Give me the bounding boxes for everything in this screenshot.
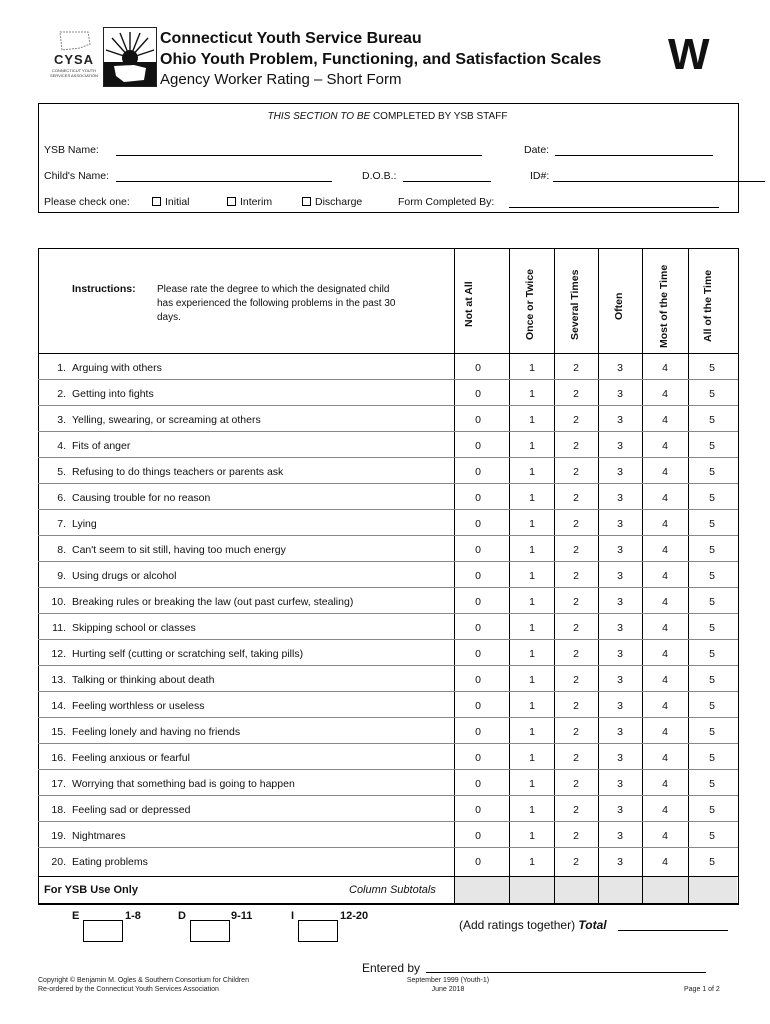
item-text: Lying xyxy=(72,518,97,530)
rating-option[interactable]: 3 xyxy=(617,492,623,504)
page-number: Page 1 of 2 xyxy=(684,986,720,993)
table-row xyxy=(44,596,353,608)
rating-option[interactable]: 5 xyxy=(709,700,715,712)
item-text: Fits of anger xyxy=(72,440,131,452)
discharge-checkbox[interactable]: Discharge xyxy=(302,196,362,208)
rating-option[interactable]: 2 xyxy=(573,856,579,868)
rating-option[interactable]: 4 xyxy=(662,388,668,400)
checkbox-icon xyxy=(227,197,236,206)
row-divider xyxy=(38,561,738,562)
rating-option[interactable]: 5 xyxy=(709,388,715,400)
column-divider xyxy=(554,248,555,903)
please-check-label: Please check one: xyxy=(44,196,130,208)
rating-option[interactable]: 2 xyxy=(573,596,579,608)
table-row xyxy=(44,674,214,686)
column-divider xyxy=(454,248,455,903)
subtotal-cell xyxy=(643,877,688,903)
rating-option[interactable]: 3 xyxy=(617,804,623,816)
rating-option[interactable]: 4 xyxy=(662,466,668,478)
rating-option[interactable]: 4 xyxy=(662,492,668,504)
table-row xyxy=(44,622,196,634)
rating-option[interactable]: 0 xyxy=(475,752,481,764)
date-field[interactable] xyxy=(555,155,713,156)
table-row xyxy=(44,804,191,816)
rating-option[interactable]: 0 xyxy=(475,778,481,790)
item-number: 1. xyxy=(57,362,66,374)
ohio-sun-logo xyxy=(103,27,157,87)
item-text: Feeling worthless or useless xyxy=(72,700,205,712)
rating-option[interactable]: 2 xyxy=(573,778,579,790)
col-often: Often xyxy=(613,292,625,320)
checkbox-icon xyxy=(152,197,161,206)
item-number: 10. xyxy=(51,596,66,608)
rating-option[interactable]: 1 xyxy=(529,388,535,400)
rating-option[interactable]: 2 xyxy=(573,830,579,842)
rating-option[interactable]: 4 xyxy=(662,596,668,608)
ysb-name-label: YSB Name: xyxy=(44,144,99,156)
item-text: Skipping school or classes xyxy=(72,622,196,634)
rating-option[interactable]: 4 xyxy=(662,362,668,374)
item-text: Feeling sad or depressed xyxy=(72,804,191,816)
rating-option[interactable]: 0 xyxy=(475,700,481,712)
column-divider xyxy=(642,248,643,903)
rating-option[interactable]: 3 xyxy=(617,440,623,452)
row-divider xyxy=(38,821,738,822)
checkbox-icon xyxy=(302,197,311,206)
rating-option[interactable]: 5 xyxy=(709,518,715,530)
column-divider xyxy=(598,248,599,903)
rating-option[interactable]: 5 xyxy=(709,570,715,582)
item-number: 2. xyxy=(57,388,66,400)
row-divider xyxy=(38,379,738,380)
rating-option[interactable]: 3 xyxy=(617,388,623,400)
rating-option[interactable]: 4 xyxy=(662,414,668,426)
total-field[interactable] xyxy=(618,930,728,931)
score-e-box[interactable] xyxy=(83,920,123,942)
form-letter: W xyxy=(668,30,710,79)
version-date: September 1999 (Youth-1) xyxy=(406,977,490,984)
rating-option[interactable]: 3 xyxy=(617,596,623,608)
rating-option[interactable]: 1 xyxy=(529,362,535,374)
item-number: 5. xyxy=(57,466,66,478)
rating-option[interactable]: 1 xyxy=(529,804,535,816)
rating-option[interactable]: 0 xyxy=(475,648,481,660)
item-number: 6. xyxy=(57,492,66,504)
item-text: Can't seem to sit still, having too much energy xyxy=(72,544,286,556)
staff-section-heading: THIS SECTION TO BE COMPLETED BY YSB STAFF xyxy=(267,111,508,122)
table-row xyxy=(44,362,162,374)
col-all-of-time: All of the Time xyxy=(702,269,714,342)
row-divider xyxy=(38,483,738,484)
rating-option[interactable]: 2 xyxy=(573,544,579,556)
item-number: 7. xyxy=(57,518,66,530)
reordered-text: Re-ordered by the Connecticut Youth Services Association xyxy=(38,986,219,993)
item-number: 16. xyxy=(51,752,66,764)
row-divider xyxy=(38,509,738,510)
subtotal-cell xyxy=(510,877,554,903)
rating-option[interactable]: 5 xyxy=(709,622,715,634)
rating-option[interactable]: 5 xyxy=(709,414,715,426)
rating-option[interactable]: 3 xyxy=(617,466,623,478)
table-row xyxy=(44,544,286,556)
item-number: 17. xyxy=(51,778,66,790)
rating-option[interactable]: 0 xyxy=(475,518,481,530)
instructions-label: Instructions: xyxy=(72,283,136,295)
rating-option[interactable]: 5 xyxy=(709,466,715,478)
rating-option[interactable]: 1 xyxy=(529,778,535,790)
rating-option[interactable]: 4 xyxy=(662,804,668,816)
item-text: Using drugs or alcohol xyxy=(72,570,177,582)
rating-option[interactable]: 2 xyxy=(573,570,579,582)
row-divider xyxy=(38,457,738,458)
rating-option[interactable]: 0 xyxy=(475,492,481,504)
rating-option[interactable]: 1 xyxy=(529,544,535,556)
rating-option[interactable]: 1 xyxy=(529,492,535,504)
rating-option[interactable]: 0 xyxy=(475,414,481,426)
rating-option[interactable]: 2 xyxy=(573,674,579,686)
row-divider xyxy=(38,639,738,640)
rating-option[interactable]: 1 xyxy=(529,466,535,478)
item-text: Nightmares xyxy=(72,830,126,842)
rating-option[interactable]: 5 xyxy=(709,674,715,686)
form-completed-field[interactable] xyxy=(509,207,719,208)
rating-option[interactable]: 1 xyxy=(529,700,535,712)
item-number: 13. xyxy=(51,674,66,686)
item-number: 11. xyxy=(52,622,66,634)
interim-checkbox[interactable]: Interim xyxy=(227,196,272,208)
score-i-letter: I xyxy=(291,910,295,922)
item-text: Breaking rules or breaking the law (out past curfew, stealing) xyxy=(72,596,354,608)
rating-option[interactable]: 5 xyxy=(709,544,715,556)
total-label: (Add ratings together) Total xyxy=(459,918,607,932)
subtotal-cell xyxy=(599,877,642,903)
col-once-or-twice: Once or Twice xyxy=(524,269,536,340)
childs-name-label: Child's Name: xyxy=(44,170,110,182)
item-text: Talking or thinking about death xyxy=(72,674,215,686)
rating-option[interactable]: 1 xyxy=(529,570,535,582)
table-row xyxy=(44,414,261,426)
rating-option[interactable]: 0 xyxy=(475,726,481,738)
rating-option[interactable]: 0 xyxy=(475,544,481,556)
logo-text: CYSA xyxy=(53,52,95,67)
table-row xyxy=(44,752,190,764)
subtotal-cell xyxy=(455,877,509,903)
item-text: Arguing with others xyxy=(72,362,162,374)
score-i-box[interactable] xyxy=(298,920,338,942)
form-completed-label: Form Completed By: xyxy=(398,196,495,208)
title-bureau: Connecticut Youth Service Bureau xyxy=(160,30,422,47)
id-label: ID#: xyxy=(530,170,550,182)
table-row xyxy=(44,830,126,842)
row-divider xyxy=(38,535,738,536)
rating-option[interactable]: 0 xyxy=(475,804,481,816)
table-row xyxy=(44,726,240,738)
rating-option[interactable]: 1 xyxy=(529,856,535,868)
item-text: Refusing to do things teachers or parents ask xyxy=(72,466,284,478)
rating-option[interactable]: 1 xyxy=(529,414,535,426)
rating-option[interactable]: 1 xyxy=(529,440,535,452)
item-number: 4. xyxy=(57,440,66,452)
copyright-text: Copyright © Benjamin M. Ogles & Southern Consortium for Children xyxy=(38,977,249,984)
table-row xyxy=(44,856,148,868)
item-number: 8. xyxy=(57,544,66,556)
column-divider xyxy=(509,248,510,903)
rating-option[interactable]: 3 xyxy=(617,752,623,764)
table-bottom-line xyxy=(38,903,738,904)
column-divider xyxy=(688,248,689,903)
rating-option[interactable]: 4 xyxy=(662,440,668,452)
rating-option[interactable]: 2 xyxy=(573,804,579,816)
rating-option[interactable]: 4 xyxy=(662,700,668,712)
rating-option[interactable]: 2 xyxy=(573,388,579,400)
rating-option[interactable]: 2 xyxy=(573,726,579,738)
item-number: 19. xyxy=(51,830,66,842)
rating-option[interactable]: 2 xyxy=(573,518,579,530)
rating-option[interactable]: 0 xyxy=(475,466,481,478)
rating-option[interactable]: 5 xyxy=(709,362,715,374)
score-d-box[interactable] xyxy=(190,920,230,942)
rating-option[interactable]: 3 xyxy=(617,856,623,868)
rating-option[interactable]: 3 xyxy=(617,414,623,426)
rating-option[interactable]: 3 xyxy=(617,622,623,634)
item-number: 12. xyxy=(51,648,66,660)
initial-checkbox[interactable]: Initial xyxy=(152,196,190,208)
row-divider xyxy=(38,717,738,718)
row-divider xyxy=(38,405,738,406)
score-d-letter: D xyxy=(178,910,186,922)
row-divider xyxy=(38,691,738,692)
rating-option[interactable]: 5 xyxy=(709,492,715,504)
title-scales: Ohio Youth Problem, Functioning, and Satisfaction Scales xyxy=(160,51,602,68)
rating-option[interactable]: 4 xyxy=(662,674,668,686)
rating-option[interactable]: 3 xyxy=(617,570,623,582)
table-row xyxy=(44,648,303,660)
table-row xyxy=(44,388,154,400)
rating-option[interactable]: 1 xyxy=(529,596,535,608)
item-number: 20. xyxy=(51,856,66,868)
entered-by-field[interactable] xyxy=(426,972,706,973)
rating-option[interactable]: 3 xyxy=(617,726,623,738)
item-number: 14. xyxy=(51,700,66,712)
rating-option[interactable]: 2 xyxy=(573,492,579,504)
rating-option[interactable]: 1 xyxy=(529,622,535,634)
rating-option[interactable]: 4 xyxy=(662,752,668,764)
rating-option[interactable]: 1 xyxy=(529,726,535,738)
table-row xyxy=(44,778,295,790)
table-row xyxy=(44,570,176,582)
rating-option[interactable]: 4 xyxy=(662,726,668,738)
rating-option[interactable]: 5 xyxy=(709,596,715,608)
col-not-at-all: Not at All xyxy=(463,281,475,327)
rating-option[interactable]: 3 xyxy=(617,648,623,660)
dob-field[interactable] xyxy=(403,181,491,182)
sun-icon xyxy=(104,28,156,86)
item-number: 3. xyxy=(57,414,66,426)
subtotal-cell xyxy=(689,877,737,903)
rating-option[interactable]: 5 xyxy=(709,440,715,452)
score-i-range: 12-20 xyxy=(340,910,369,922)
rating-option[interactable]: 5 xyxy=(709,648,715,660)
rating-option[interactable]: 5 xyxy=(709,830,715,842)
rating-option[interactable]: 0 xyxy=(475,674,481,686)
rating-option[interactable]: 5 xyxy=(709,804,715,816)
childs-name-field[interactable] xyxy=(116,181,332,182)
rating-option[interactable]: 5 xyxy=(709,726,715,738)
dob-label: D.O.B.: xyxy=(362,170,397,182)
rating-option[interactable]: 2 xyxy=(573,752,579,764)
rating-option[interactable]: 5 xyxy=(709,856,715,868)
row-divider xyxy=(38,665,738,666)
rating-option[interactable]: 0 xyxy=(475,622,481,634)
rating-option[interactable]: 3 xyxy=(617,700,623,712)
item-number: 18. xyxy=(51,804,66,816)
rating-option[interactable]: 0 xyxy=(475,856,481,868)
rating-option[interactable]: 2 xyxy=(573,648,579,660)
title-form: Agency Worker Rating – Short Form xyxy=(160,71,402,88)
rating-option[interactable]: 1 xyxy=(529,830,535,842)
rating-option[interactable]: 4 xyxy=(662,778,668,790)
instructions-text: Please rate the degree to which the designated child has experienced the following problems in the past 30 days. xyxy=(157,284,396,323)
col-several-times: Several Times xyxy=(569,269,581,340)
column-subtotals-label: Column Subtotals xyxy=(349,884,436,896)
id-field[interactable] xyxy=(553,181,765,182)
rating-option[interactable]: 1 xyxy=(529,518,535,530)
rating-option[interactable]: 0 xyxy=(475,830,481,842)
entered-by-label: Entered by xyxy=(362,961,421,975)
rating-option[interactable]: 2 xyxy=(573,440,579,452)
rating-option[interactable]: 3 xyxy=(617,518,623,530)
row-divider xyxy=(38,847,738,848)
rating-option[interactable]: 0 xyxy=(475,388,481,400)
subtotal-divider xyxy=(38,876,738,877)
rating-option[interactable]: 0 xyxy=(475,570,481,582)
rating-option[interactable]: 0 xyxy=(475,596,481,608)
item-text: Causing trouble for no reason xyxy=(72,492,211,504)
item-text: Feeling lonely and having no friends xyxy=(72,726,241,738)
col-most-of-time: Most of the Time xyxy=(658,264,670,348)
logo-small-text: CONNECTICUT YOUTH SERVICES ASSOCIATION xyxy=(49,68,99,78)
rating-option[interactable]: 2 xyxy=(573,362,579,374)
score-e-range: 1-8 xyxy=(125,910,141,922)
row-divider xyxy=(38,769,738,770)
item-text: Feeling anxious or fearful xyxy=(72,752,190,764)
rating-option[interactable]: 0 xyxy=(475,362,481,374)
item-text: Eating problems xyxy=(72,856,148,868)
score-e-letter: E xyxy=(72,910,80,922)
rating-option[interactable]: 3 xyxy=(617,544,623,556)
rating-option[interactable]: 3 xyxy=(617,674,623,686)
rating-option[interactable]: 5 xyxy=(709,752,715,764)
row-divider xyxy=(38,743,738,744)
table-row xyxy=(44,518,97,530)
rating-option[interactable]: 4 xyxy=(662,518,668,530)
rating-option[interactable]: 4 xyxy=(662,622,668,634)
rating-option[interactable]: 3 xyxy=(617,830,623,842)
rating-option[interactable]: 2 xyxy=(573,622,579,634)
row-divider xyxy=(38,613,738,614)
subtotal-cell xyxy=(555,877,598,903)
ysb-use-label: For YSB Use Only xyxy=(44,884,138,896)
revision-date: June 2018 xyxy=(431,986,465,993)
row-divider xyxy=(38,795,738,796)
rating-option[interactable]: 4 xyxy=(662,830,668,842)
rating-option[interactable]: 2 xyxy=(573,414,579,426)
ysb-name-field[interactable] xyxy=(116,155,482,156)
rating-option[interactable]: 4 xyxy=(662,570,668,582)
score-d-range: 9-11 xyxy=(231,910,253,922)
rating-option[interactable]: 4 xyxy=(662,856,668,868)
rating-option[interactable]: 1 xyxy=(529,648,535,660)
rating-option[interactable]: 4 xyxy=(662,648,668,660)
header-divider xyxy=(38,353,738,354)
table-row xyxy=(44,492,210,504)
rating-option[interactable]: 1 xyxy=(529,752,535,764)
table-row xyxy=(44,466,283,478)
item-text: Yelling, swearing, or screaming at others xyxy=(72,414,261,426)
rating-option[interactable]: 2 xyxy=(573,466,579,478)
item-number: 15. xyxy=(51,726,66,738)
item-text: Worrying that something bad is going to happen xyxy=(72,778,295,790)
item-text: Hurting self (cutting or scratching self, taking pills) xyxy=(72,648,304,660)
rating-option[interactable]: 1 xyxy=(529,674,535,686)
rating-option[interactable]: 5 xyxy=(709,778,715,790)
table-row xyxy=(44,440,130,452)
rating-option[interactable]: 0 xyxy=(475,440,481,452)
rating-option[interactable]: 3 xyxy=(617,362,623,374)
item-text: Getting into fights xyxy=(72,388,154,400)
table-row xyxy=(44,700,204,712)
rating-option[interactable]: 4 xyxy=(662,544,668,556)
item-number: 9. xyxy=(57,570,66,582)
row-divider xyxy=(38,431,738,432)
rating-option[interactable]: 2 xyxy=(573,700,579,712)
rating-option[interactable]: 3 xyxy=(617,778,623,790)
date-label: Date: xyxy=(524,144,550,156)
row-divider xyxy=(38,587,738,588)
